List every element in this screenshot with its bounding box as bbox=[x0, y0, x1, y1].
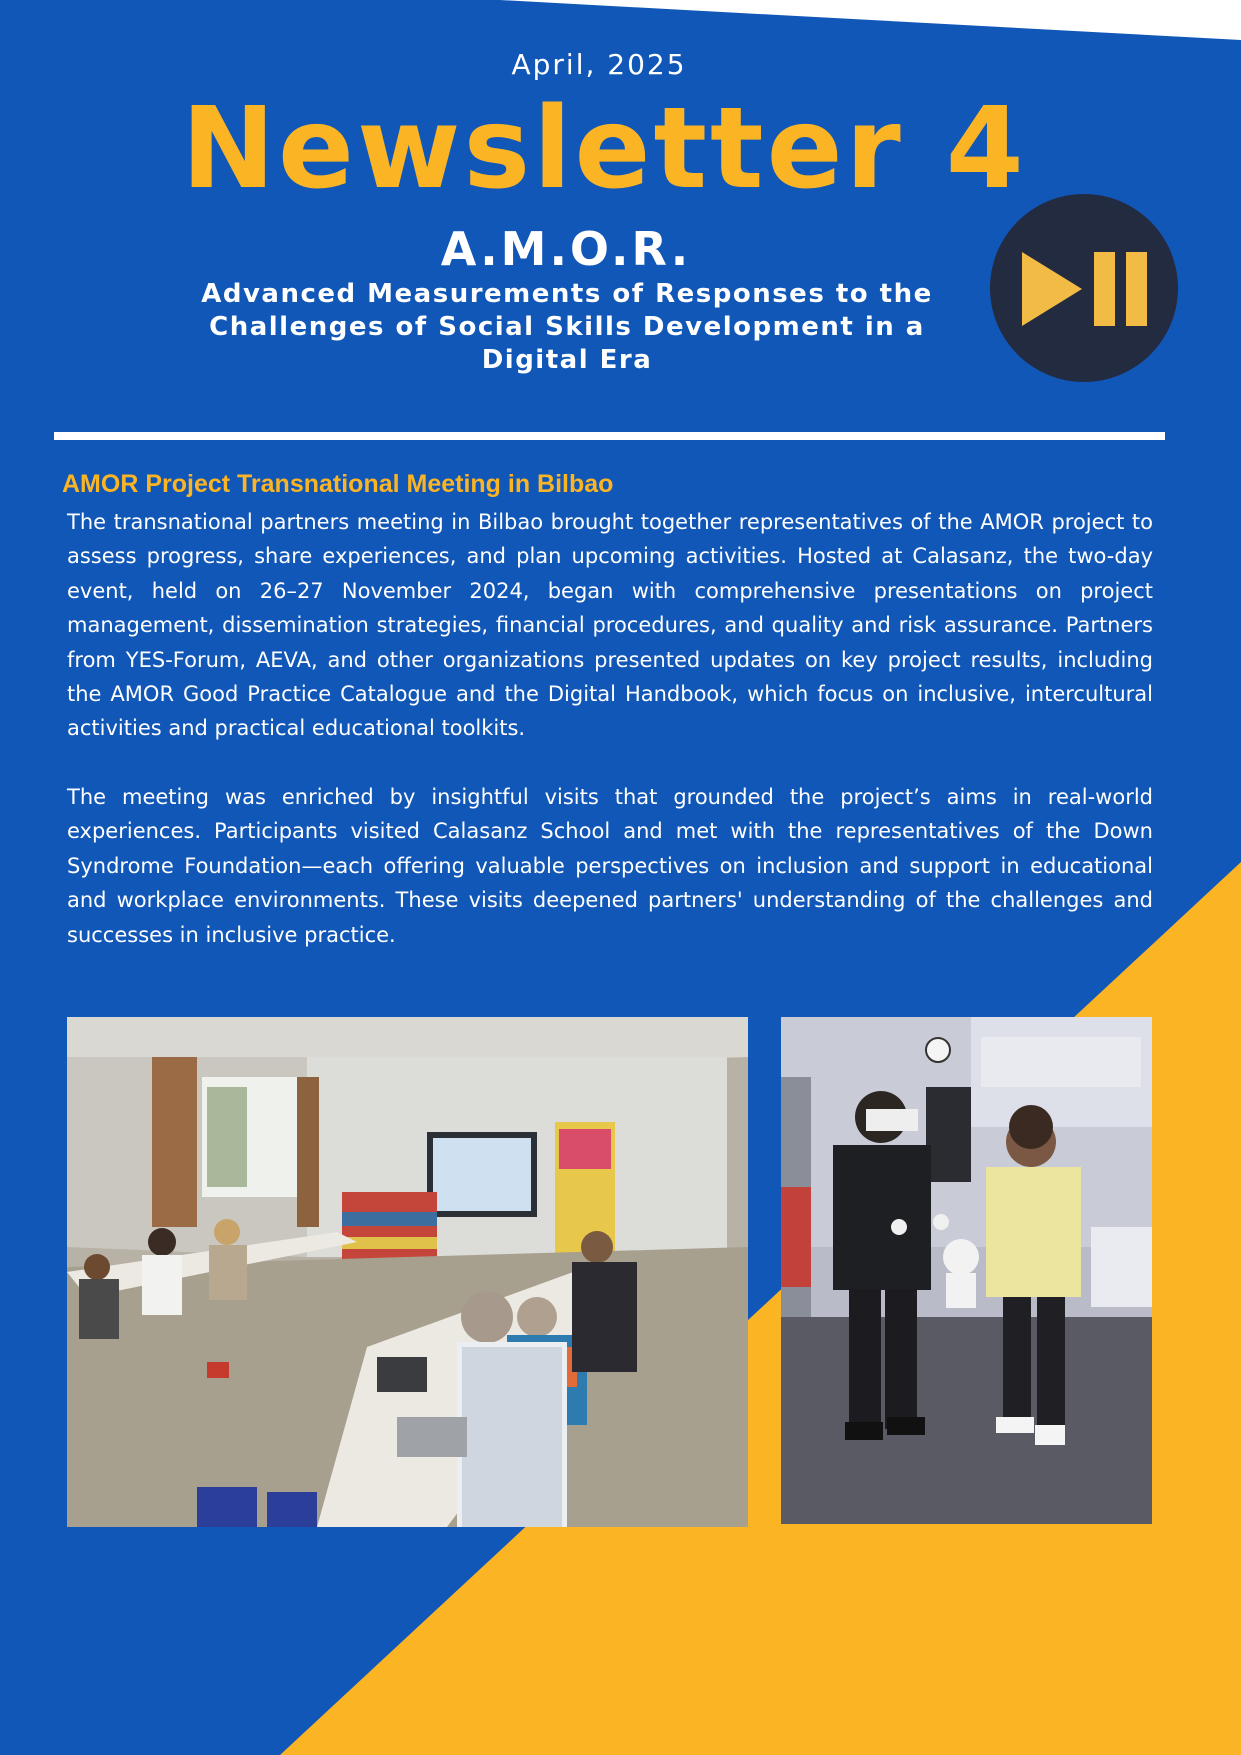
header-divider bbox=[54, 432, 1165, 440]
project-subtitle: Advanced Measurements of Responses to the Challenges of Social Skills Development in a Digital Era bbox=[201, 279, 933, 375]
project-acronym: A.M.O.R. bbox=[440, 222, 692, 276]
newsletter-title: Newsletter 4 bbox=[181, 84, 1027, 214]
article-paragraph: The meeting was enriched by insightful visits that grounded the project’s aims in real-world experiences. Participants visited Calasanz School and met with the representatives of the Down Syndrome Foundation—each offering valuable perspectives on inclusion and support in educational and workplace environments. These visits deepened partners' understanding of the challenges and successes in inclusive practice. bbox=[67, 785, 1153, 947]
vr-demo-photo bbox=[781, 1017, 1152, 1524]
article-heading: AMOR Project Transnational Meeting in Bilbao bbox=[62, 470, 614, 498]
project-logo bbox=[990, 194, 1178, 382]
play-pause-icon bbox=[990, 194, 1178, 382]
issue-date: April, 2025 bbox=[511, 48, 687, 81]
meeting-room-photo bbox=[67, 1017, 748, 1527]
article-paragraph: The transnational partners meeting in Bilbao brought together representatives of the AMOR project to assess progress, share experiences, and plan upcoming activities. Hosted at Calasanz, the two-day event, held on 26–27 November 2024, began with comprehensive presentations on project management, dissemination strategies, financial procedures, and quality and risk assurance. Partners from YES-Forum, AEVA, and other organizations presented updates on key project results, including the AMOR Good Practice Catalogue and the Digital Handbook, which focus on inclusive, intercultural activities and practical educational toolkits. bbox=[67, 510, 1153, 741]
